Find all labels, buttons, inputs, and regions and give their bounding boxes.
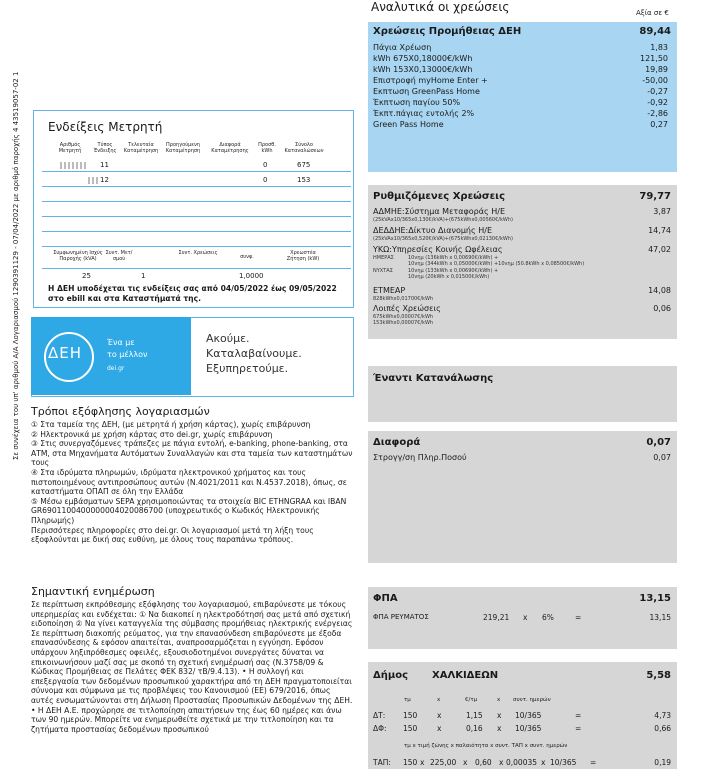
vat-x: x (523, 613, 528, 622)
deh-logo-text: ΔΕΗ (48, 344, 83, 362)
meter-title: Ενδείξεις Μετρητή (48, 120, 163, 134)
charge-value: -2,86 (647, 109, 668, 118)
dt-days: 10/365 (515, 711, 542, 720)
admie-label: ΑΔΜΗΕ:Σύστημα Μεταφοράς Η/Ε (373, 207, 506, 216)
tap-x3: x (499, 758, 504, 767)
payment-item: ③ Στις συνεργαζόμενες τράπεζες με πάγια εντολή, e-banking, phone-banking, στα ΑΤΜ, στα Μηχανήματα Αυτόματων Συναλλαγών και στα ταμεία των καταστημάτων τους (31, 439, 353, 468)
deddie-detail: (25kVAx10/365x0,520€/kVA)+(675kWhx0,02130€/kWh) (373, 236, 513, 242)
difference-title: Διαφορά (373, 437, 421, 448)
charge-value: 1,83 (650, 43, 668, 52)
charge-row (373, 53, 668, 64)
info-header-charges: Συντ. Χρεώσεις (178, 250, 218, 256)
deh-site: dei.gr (107, 365, 125, 372)
info-header-power: Συμφωνημένη Ισχύς Παροχής (kVA) (53, 250, 103, 262)
yko-value: 47,02 (648, 245, 671, 254)
redacted-meter-number (88, 177, 98, 184)
charge-label: kWh 675Χ0,18000€/kWh (373, 54, 473, 63)
slogan-1: Ακούμε. (206, 332, 250, 345)
tap-zone-price: 225,00 (430, 758, 457, 767)
df-label: ΔΦ: (373, 724, 387, 733)
tap-label: ΤΑΠ: (373, 758, 391, 767)
deddie-label: ΔΕΔΔΗΕ:Δίκτυο Διανομής Η/Ε (373, 226, 492, 235)
muni-head-sqm: τμ (404, 697, 411, 703)
municipal-total: 5,58 (646, 670, 671, 681)
meter-header-last: Τελευταία Καταμέτρηση (123, 142, 159, 154)
payment-item: ⑤ Μέσω εμβάσματων SEPA χρησιμοποιώντας τα στοιχεία BIC ETHNGRAA και IBAN GR6901100400000004020086700 (υποχρεωτικός ο Κωδικός Ηλεκτρονικής Πληρωμής) (31, 496, 347, 525)
supply-total: 89,44 (639, 26, 671, 37)
charge-value: -0,92 (647, 98, 668, 107)
vat-title: ΦΠΑ (373, 593, 398, 604)
rounding-label: Στρογγ/ση Πληρ.Ποσού (373, 453, 467, 462)
df-price: 0,16 (466, 724, 483, 733)
charge-row (373, 119, 668, 130)
vat-base: 219,21 (483, 613, 510, 622)
vat-eq: = (575, 613, 582, 622)
deh-tagline-2: το μέλλον (107, 350, 148, 359)
tap-eq: = (590, 758, 597, 767)
muni-head-x: x (437, 697, 441, 703)
df-eq: = (575, 724, 582, 733)
tap-head: τμ x τιμή ζώνης x παλαιότητα x συντ. ΤΑΠ x συντ. ημερών (404, 743, 568, 749)
redacted-meter-number (60, 162, 86, 169)
dt-sqm: 150 (403, 711, 418, 720)
charge-value: -50,00 (642, 76, 668, 85)
dt-x2: x (497, 711, 502, 720)
yko-day-label: ΗΜΕΡΑΣ (373, 255, 394, 261)
payment-item: ② Ηλεκτρονικά με χρήση κάρτας στο dei.gr, χωρίς επιβάρυνση (31, 429, 273, 439)
charge-label: Green Pass Home (373, 120, 444, 129)
info-power-value: 25 (82, 272, 91, 280)
dt-label: ΔΤ: (373, 711, 386, 720)
tap-value: 0,19 (654, 758, 671, 767)
charge-value: 19,89 (645, 65, 668, 74)
municipal-title: Δήμος (373, 670, 409, 681)
slogan-2: Καταλαβαίνουμε. (206, 347, 302, 360)
dt-eq: = (575, 711, 582, 720)
df-value: 0,66 (654, 724, 671, 733)
other-detail-2: 153kWhx0,00007€/kWh (373, 320, 434, 326)
vat-total: 13,15 (639, 593, 671, 604)
etmear-detail: 828kWhx0,01700€/kWh (373, 296, 434, 302)
payment-footer: Περισσότερες πληροφορίες στο dei.gr. Οι λογαριασμοί μετά τη λήξη τους εξοφλούνται με δική σας ευθύνη, με όλους τους παραπάνω τρόπους. (31, 525, 314, 545)
meter-row-total: 153 (297, 176, 311, 184)
info-header-coef: Συντ. Μετ/σμού (105, 250, 133, 262)
divider (42, 268, 351, 269)
admie-value: 3,87 (653, 207, 671, 216)
difference-total: 0,07 (646, 437, 671, 448)
meter-reading-note: Η ΔΕΗ υποδέχεται τις ενδείξεις σας από 04/05/2022 έως 09/05/2022 στο ebill και στα Καταστήματά της. (48, 284, 337, 303)
charge-label: Έκπτωση παγίου 50% (373, 98, 461, 107)
charge-row (373, 86, 668, 97)
other-detail-1: 675kWhx0,00007€/kWh (373, 314, 434, 320)
dt-value: 4,73 (654, 711, 671, 720)
analysis-title: Αναλυτικά οι χρεώσεις (371, 0, 510, 14)
yko-night-2: 10vηµ (20kWh x 0,01500€/kWh) (408, 274, 490, 280)
payment-title: Τρόποι εξόφλησης λογαριασμών (31, 405, 210, 418)
notice-title: Σημαντική ενημέρωση (31, 585, 155, 598)
df-sqm: 150 (403, 724, 418, 733)
notice-text: Σε περίπτωση εκπρόθεσμης εξόφλησης του λογαριασμού, επιβαρύνεστε με τόκους υπερημερίας και ενδέχεται: ① Να διακοπεί η ηλεκτροδότησή σας μετά από σχετική ειδοποίηση ② Να γίνει καταγγελία της σύμβασης προμήθειας ηλεκτρικής ενέργειας Σε περίπτωση διακοπής ρεύματος, για την επανασύνδεση επιβαρύνεστε με έξοδα επανασύνδεσης & εφόσον απαιτείται, αναπροσαρμόζεται η εγγύηση. Εφόσον υπάρχουν ληξιπρόθεσμες οφειλές, εξουσιοδοτημένοι συνεργάτες δύναται να επικοινωνήσουν μαζί σας με σκοπό τη σχετική ενημέρωσή σας (Ν.3758/09 & Κώδικας Προμήθειας σε Πελάτες ΦΕΚ 832/ τΒ/9.4.13). • Η συλλογή και επεξεργασία των δεδομένων προσωπικού χαρακτήρα από τη ΔΕΗ πραγματοποιείται σύννομα και σύμφωνα με τις προβλέψεις του Κανονισμού (ΕΕ) 679/2016, όπως αυτές ενσωματώνονται στη Δήλωση Προστασίας Προσωπικών Δεδομένων της ΔΕΗ. • Η ΔΕΗ Α.Ε. προχώρησε σε τιτλοποίηση απαιτήσεων της έως 60 ημέρες και άνω των 90 ημερών. Μπορείτε να ενημερωθείτε σχετικά με την τιτλοποίηση και τα ζητήματα προστασίας δεδομένων προσωπικού (31, 600, 353, 734)
etmear-value: 14,08 (648, 286, 671, 295)
tap-x2: x (463, 758, 468, 767)
df-x2: x (497, 724, 502, 733)
dt-price: 1,15 (466, 711, 483, 720)
info-coef-value: 1 (141, 272, 146, 280)
rounding-value: 0,07 (653, 453, 671, 462)
yko-label: ΥΚΩ:Υπηρεσίες Κοινής Ωφέλειας (373, 245, 503, 254)
df-days: 10/365 (515, 724, 542, 733)
tap-x1: x (420, 758, 425, 767)
payment-item: ① Στα ταμεία της ΔΕΗ, (με μετρητά ή χρήση κάρτας), χωρίς επιβάρυνση (31, 420, 311, 429)
charge-value: 121,50 (640, 54, 668, 63)
regulated-title: Ρυθμιζόμενες Χρεώσεις (373, 191, 506, 202)
yko-night-1: 10vηµ (133kWh x 0,00690€/kWh) + (408, 268, 499, 274)
payment-list (31, 420, 353, 545)
meter-row-add: 0 (263, 161, 268, 169)
slogan-3: Εξυπηρετούμε. (206, 362, 289, 375)
supply-panel (368, 22, 677, 172)
tap-sqm: 150 (403, 758, 418, 767)
tap-x4: x (541, 758, 546, 767)
info-header-demand: Χρεωστέα Ζήτηση (kW) (286, 250, 320, 262)
charge-label: Επιστροφή myHome Enter + (373, 76, 488, 85)
tap-days: 10/365 (550, 758, 577, 767)
payment-item: ④ Στα ιδρύματα πληρωμών, ιδρύματα ηλεκτρονικού χρήματος και τους πιστοποιημένους αντιπροσώπους αυτών (Ν.4021/2011 και Ν.4537.2018), όπως, σε καταστήματα ΟΠΑΠ σε όλη την Ελλάδα (31, 467, 347, 497)
against-panel (368, 366, 677, 422)
admie-detail: (25kVAx10/365x0,130€/kVA)+(675kWhx0,00560€/kWh) (373, 217, 513, 223)
dt-x1: x (437, 711, 442, 720)
info-header-cosphi: συνφ. (240, 254, 254, 260)
vat-rate: 6% (542, 613, 554, 622)
municipal-panel (368, 662, 677, 769)
divider (42, 201, 351, 202)
divider (42, 231, 351, 232)
charge-value: -0,27 (647, 87, 668, 96)
meter-row-add: 0 (263, 176, 268, 184)
other-value: 0,06 (653, 304, 671, 313)
charge-row (373, 75, 668, 86)
charge-value: 0,27 (650, 120, 668, 129)
yko-day-2: 10vηµ (344kWh x 0,05000€/kWh) +10vηµ (50.8kWh x 0,08500€/kWh) (408, 261, 585, 267)
supply-rows (373, 42, 668, 130)
meter-header-number: Αριθμός Μετρητή (58, 142, 82, 154)
charge-label: Εκπτωση GreenPass Home (373, 87, 480, 96)
vat-panel (368, 587, 677, 649)
regulated-panel (368, 185, 677, 339)
meter-header-add: Προσθ. kWh (258, 142, 276, 154)
vertical-reference-text: Σε συνέχεια του υπ' αριθμού Α/Α Λογαριασμού 1290391129 - 07/04/2022 με αριθμό παροχής 4 43519057-02 1 (12, 71, 20, 460)
yko-day-1: 10vηµ (136kWh x 0,00690€/kWh) + (408, 255, 499, 261)
vat-row-label: ΦΠΑ ΡΕΥΜΑΤΟΣ (373, 613, 429, 621)
divider (42, 171, 351, 172)
charge-row (373, 108, 668, 119)
vat-value: 13,15 (649, 613, 671, 622)
deddie-value: 14,74 (648, 226, 671, 235)
supply-title: Χρεώσεις Προμήθειας ΔΕΗ (373, 26, 522, 37)
divider (42, 246, 351, 247)
charge-row (373, 64, 668, 75)
muni-head-x: x (497, 697, 501, 703)
charge-label: kWh 153Χ0,13000€/kWh (373, 65, 473, 74)
yko-night-label: ΝΥΧΤΑΣ (373, 268, 393, 274)
meter-row-type: 11 (100, 161, 109, 169)
etmear-label: ΕΤΜΕΑΡ (373, 286, 406, 295)
muni-head-price: €/τμ (465, 697, 478, 703)
municipal-name: ΧΑΛΚΙΔΕΩΝ (432, 670, 499, 681)
meter-header-type: Τύπος Ένδειξης (93, 142, 117, 154)
against-title: Έναντι Κατανάλωσης (373, 373, 494, 384)
meter-header-total: Σύνολο Καταναλώσεων (284, 142, 324, 154)
meter-header-prev: Προηγούμενη Καταμέτρηση (165, 142, 201, 154)
divider (42, 216, 351, 217)
meter-row-type: 12 (100, 176, 109, 184)
charge-label: Έκπτ.πάγιας εντολής 2% (373, 109, 475, 118)
muni-head-days: συντ. ημερών (513, 697, 551, 703)
value-label: Αξία σε € (636, 9, 669, 17)
other-label: Λοιπές Χρεώσεις (373, 304, 441, 313)
meter-header-diff: Διαφορά Καταμέτρησης (211, 142, 249, 154)
charge-row (373, 97, 668, 108)
regulated-total: 79,77 (639, 191, 671, 202)
info-cosphi-value: 1,0000 (239, 272, 264, 280)
meter-row-total: 675 (297, 161, 311, 169)
divider (42, 186, 351, 187)
charge-row (373, 42, 668, 53)
deh-tagline-1: Ένα με (107, 338, 135, 347)
difference-panel (368, 431, 677, 563)
charge-label: Πάγια Χρέωση (373, 43, 432, 52)
tap-coef: 0,00035 (506, 758, 538, 767)
df-x1: x (437, 724, 442, 733)
tap-age: 0,60 (475, 758, 492, 767)
